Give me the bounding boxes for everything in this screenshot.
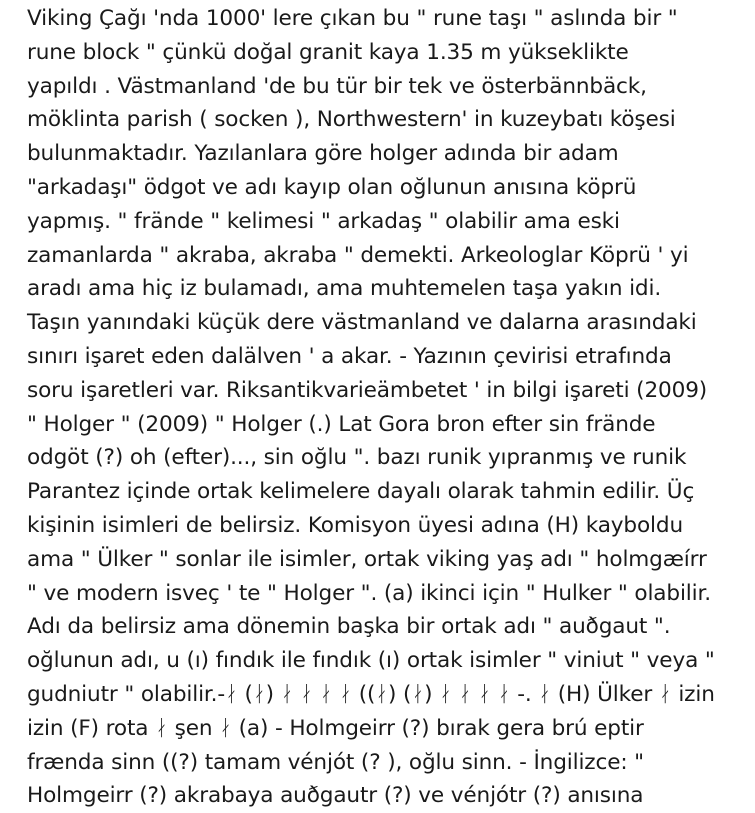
text-line: Adı da belirsiz ama dönemin başka bir ortak adı " auðgaut ". [27,614,671,640]
text-line: sınırı işaret eden dalälven ' a akar. - Yazının çevirisi etrafında [27,343,672,369]
text-line: bulunmaktadır. Yazılanlara göre holger adında bir adam [27,141,619,167]
text-line: rune block " çünkü doğal granit kaya 1.35 m yükseklikte [27,39,629,65]
text-line: yapıldı . Västmanland 'de bu tür bir tek ve österbännbäck, [27,73,647,99]
text-line: Taşın yanındaki küçük dere västmanland ve dalarna arasındaki [27,310,697,336]
text-line: gudniutr " olabilir.-ᛅ (ᛅ) ᛅ ᛅ ᛅ ᛅ ((ᛅ) (ᛅ) ᛅ ᛅ ᛅ ᛅ -. ᛅ (H) Ülker ᛅ izin [27,681,715,707]
text-line: kişinin isimleri de belirsiz. Komisyon üyesi adına (H) kayboldu [27,512,683,538]
text-line: oğlunun adı, u (ı) fındık ile fındık (ı) ortak isimler " viniut " veya " [27,648,715,674]
text-line: " ve modern isveç ' te " Holger ". (a) ikinci için " Hulker " olabilir. [27,580,711,606]
text-line: odgöt (?) oh (efter)..., sin oğlu ". bazı runik yıpranmış ve runik [27,445,687,471]
text-line: izin (F) rota ᛅ şen ᛅ (a) - Holmgeirr (?) bırak gera brú eptir [27,715,644,741]
text-line: yapmış. " frände " kelimesi " arkadaş " olabilir ama eski [27,208,620,234]
text-line: " Holger " (2009) " Holger (.) Lat Gora bron efter sin frände [27,411,656,437]
text-line: "arkadaşı" ödgot ve adı kayıp olan oğlunun anısına köprü [27,174,637,200]
text-line: aradı ama hiç iz bulamadı, ama muhtemelen taşa yakın idi. [27,276,662,302]
text-line: frænda sinn ((?) tamam vénjót (? ), oğlu sinn. - İngilizce: " [27,749,644,775]
text-line: zamanlarda " akraba, akraba " demekti. Arkeologlar Köprü ' yi [27,242,689,268]
text-line: Holmgeirr (?) akrabaya auðgautr (?) ve vénjótr (?) anısına [27,783,644,809]
text-line: ama " Ülker " sonlar ile isimler, ortak viking yaş adı " holmgæírr [27,546,707,572]
text-line: Parantez içinde ortak kelimelere dayalı olarak tahmin edilir. Üç [27,479,695,505]
text-line: möklinta parish ( socken ), Northwestern' in kuzeybatı köşesi [27,107,676,133]
text-line: soru işaretleri var. Riksantikvarieämbetet ' in bilgi işareti (2009) [27,377,708,403]
document-body [27,2,749,813]
text-line: Viking Çağı 'nda 1000' lere çıkan bu " rune taşı " aslında bir " [27,6,678,31]
